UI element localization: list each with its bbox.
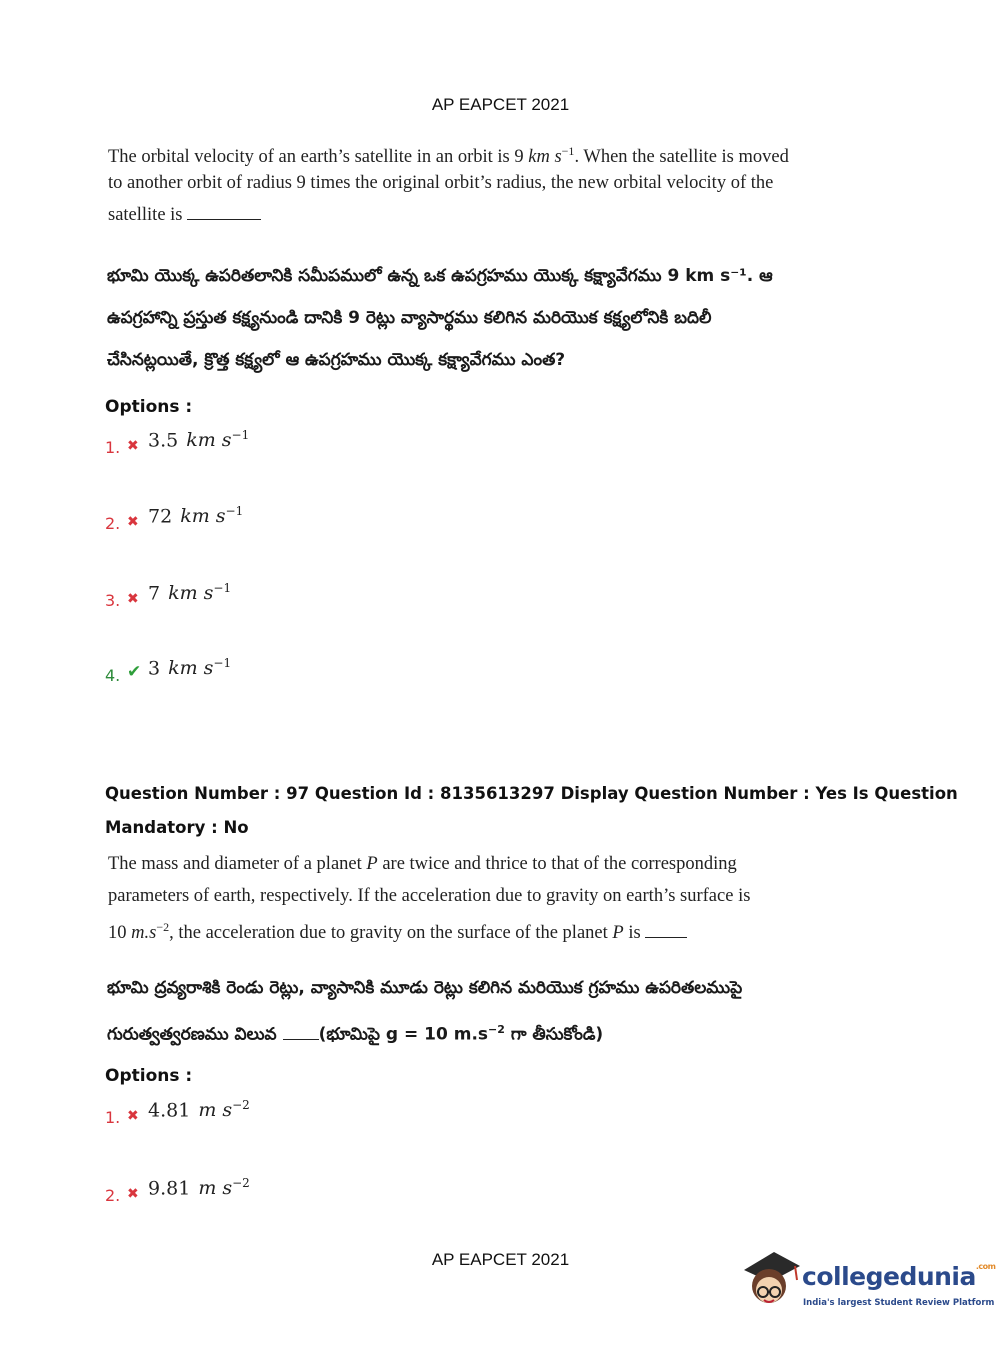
q97-meta-line-1: Question Number : 97 Question Id : 8135613297 Display Question Number : Yes Is Question bbox=[105, 784, 958, 803]
option-exp: −2 bbox=[232, 1098, 250, 1112]
answer-blank bbox=[187, 219, 261, 220]
q96-text-a: The orbital velocity of an earth’s satellite in an orbit is 9 bbox=[108, 147, 529, 168]
option-number: 1. bbox=[105, 1108, 121, 1127]
q97-te-exp: −2 bbox=[488, 1023, 505, 1036]
q97-planet-symbol-2: P bbox=[612, 923, 624, 944]
page-header-title: AP EAPCET 2021 bbox=[431, 95, 570, 114]
option-number-value: 9.81 bbox=[148, 1177, 191, 1200]
q96-english-line-3 bbox=[108, 199, 261, 231]
q96-options-label: Options : bbox=[105, 397, 193, 417]
option-value bbox=[148, 656, 231, 679]
q97-te-text-a: గురుత్వత్వరణము విలువ bbox=[107, 1024, 277, 1045]
option-unit: m s bbox=[198, 1177, 233, 1200]
mascot-icon bbox=[740, 1248, 802, 1318]
option-number: 2. bbox=[105, 1186, 121, 1205]
q97-te-text-c: గా తీసుకోండి) bbox=[504, 1024, 604, 1045]
check-icon: ✔ bbox=[127, 662, 142, 681]
cross-icon: ✖ bbox=[127, 1107, 139, 1123]
option-exp: −1 bbox=[213, 581, 232, 595]
q97-unit: m.s bbox=[131, 923, 157, 944]
q96-english-line-2: to another orbit of radius 9 times the original orbit’s radius, the new orbital velocity of the bbox=[108, 173, 774, 193]
option-unit: km s bbox=[180, 505, 226, 528]
q97-english-line-1 bbox=[108, 848, 737, 880]
q96-exp: −1 bbox=[561, 144, 575, 158]
answer-blank bbox=[645, 937, 687, 938]
option-unit: m s bbox=[198, 1099, 233, 1122]
option-unit: km s bbox=[186, 429, 232, 452]
q97-meta-line-2: Mandatory : No bbox=[105, 818, 249, 837]
option-number-value: 3.5 bbox=[148, 429, 179, 452]
q96-telugu-line-2: ఉపగ్రహాన్ని ప్రస్తుత కక్ష్యనుండి దానికి 9 రెట్లు వ్యాసార్థము కలిగిన మరియొక కక్ష్యలోనికి బదిలీ bbox=[107, 308, 712, 328]
cross-icon: ✖ bbox=[127, 590, 139, 606]
q97-text-e: is bbox=[623, 923, 641, 944]
q96-telugu-line-3: చేసినట్లయితే, క్రొత్త కక్ష్యలో ఆ ఉపగ్రహము యొక్క కక్ష్యావేగము ఎంత? bbox=[107, 350, 566, 370]
option-value bbox=[148, 581, 231, 604]
cross-icon: ✖ bbox=[127, 1185, 139, 1201]
option-number-value: 7 bbox=[148, 582, 161, 605]
option-number: 2. bbox=[105, 514, 121, 533]
q96-unit: km s bbox=[528, 147, 562, 168]
option-value bbox=[148, 504, 243, 527]
option-exp: −1 bbox=[231, 428, 250, 442]
q97-text-d: , the acceleration due to gravity on the surface of the planet bbox=[169, 923, 613, 944]
option-number-value: 3 bbox=[148, 657, 161, 680]
page-footer-title: AP EAPCET 2021 bbox=[431, 1250, 570, 1269]
option-exp: −1 bbox=[213, 656, 232, 670]
collegedunia-logo[interactable] bbox=[740, 1248, 996, 1318]
logo-name: collegedunia bbox=[802, 1262, 976, 1291]
q97-exp: −2 bbox=[156, 920, 170, 934]
option-number: 3. bbox=[105, 591, 121, 610]
logo-tagline: India's largest Student Review Platform bbox=[803, 1298, 995, 1308]
option-value bbox=[148, 428, 249, 451]
option-exp: −2 bbox=[232, 1176, 250, 1190]
q97-telugu-line-1: భూమి ద్రవ్యరాశికి రెండు రెట్లు, వ్యాసానికి మూడు రెట్లు కలిగిన మరియొక గ్రహము ఉపరితలముపై bbox=[107, 978, 743, 998]
option-number: 1. bbox=[105, 438, 121, 457]
cross-icon: ✖ bbox=[127, 513, 139, 529]
q96-telugu-line-1: భూమి యొక్క ఉపరితలానికి సమీపములో ఉన్న ఒక ఉపగ్రహము యొక్క కక్ష్యావేగము 9 km s⁻¹. ఆ bbox=[107, 266, 773, 286]
option-value bbox=[148, 1176, 250, 1199]
q96-text-c: satellite is bbox=[108, 205, 183, 225]
q96-text-b: . When the satellite is moved bbox=[574, 147, 789, 168]
option-unit: km s bbox=[168, 657, 214, 680]
option-number: 4. bbox=[105, 666, 121, 685]
option-number-value: 4.81 bbox=[148, 1099, 191, 1122]
q97-english-line-3 bbox=[108, 911, 687, 949]
q97-text-b: are twice and thrice to that of the corresponding bbox=[377, 854, 737, 874]
logo-suffix: .com bbox=[975, 1262, 996, 1271]
option-unit: km s bbox=[168, 582, 214, 605]
q97-telugu-line-2 bbox=[107, 1009, 603, 1056]
option-value bbox=[148, 1098, 250, 1121]
q97-text-a: The mass and diameter of a planet bbox=[108, 854, 367, 874]
q97-te-text-b: (భూమిపై g = 10 m.s bbox=[318, 1024, 489, 1045]
option-exp: −1 bbox=[225, 504, 244, 518]
answer-blank bbox=[283, 1039, 319, 1040]
cross-icon: ✖ bbox=[127, 437, 139, 453]
q97-text-c: 10 bbox=[108, 923, 132, 944]
q97-options-label: Options : bbox=[105, 1066, 193, 1086]
logo-wordmark bbox=[802, 1262, 996, 1291]
q97-english-line-2: parameters of earth, respectively. If the acceleration due to gravity on earth’s surface is bbox=[108, 886, 751, 906]
q97-planet-symbol: P bbox=[366, 854, 378, 874]
option-number-value: 72 bbox=[148, 505, 173, 528]
